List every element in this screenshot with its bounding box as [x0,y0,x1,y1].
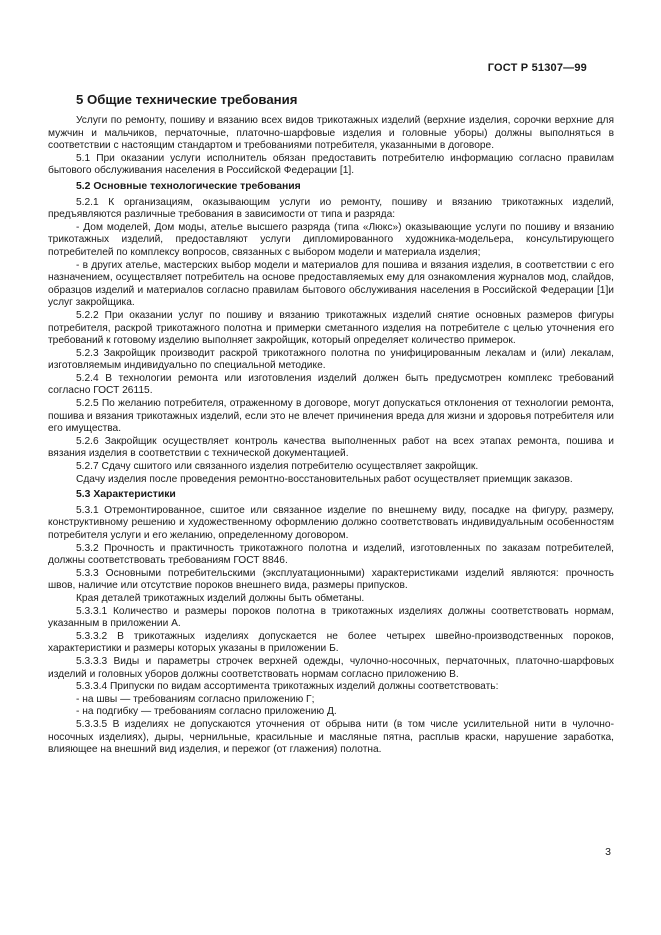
paragraph: Края деталей трикотажных изделий должны быть обметаны. [76,592,365,604]
paragraph: 5.2.5 По желанию потребителя, отраженному в договоре, могут допускаться отклонения от технологии ремонта, пошива и вязания трикотажных изделий, если это не влечет причинения вреда для жизни и здоровья потребителя или его имущества. [48,398,614,435]
subsection-title: 5.3 Характеристики [76,489,176,501]
list-item: - Дом моделей, Дом моды, ателье высшего разряда (типа «Люкс») оказывающие услуги по пошиву и вязанию трикотажных изделий, предоставляют услуги дипломированного художника-модельера, консультирующего потребителей по комплексу вопросов, связанных с выбором модели и материала изделия; [48,221,614,258]
list-item: - на подгибку — требованиям согласно приложению Д. [76,706,337,718]
paragraph: 5.2.1 К организациям, оказывающим услуги ио ремонту, пошиву и вязанию трикотажных изделий, предъявляются различные требования в зависимости от типа и разряда: [48,196,614,221]
paragraph: 5.2.2 При оказании услуг по пошиву и вязанию трикотажных изделий снятие основных размеров фигуры потребителя, раскрой трикотажного полотна и примерки сметанного изделия на потребителе с целью уточнения его требований к готовому изделию выполняет закройщик, который определяет количество примерок. [48,309,614,347]
paragraph: 5.3.3.5 В изделиях не допускаются уточнения от обрыва нити (в том числе усилительной нити в чулочно-носочных изделиях), дыры, чернильные, красильные и масляные пятна, расплыв краски, нарушение заработка, влияющее на внешний вид изделия, и пережог (от глажения) полотна. [48,718,614,756]
section-title: 5 Общие технические требования [76,92,298,107]
paragraph: Сдачу изделия после проведения ремонтно-восстановительных работ осуществляет приемщик заказов. [76,473,573,485]
document-body [48,92,614,757]
paragraph: Услуги по ремонту, пошиву и вязанию всех видов трикотажных изделий (верхние изделия, сорочки верхние для мужчин и мальчиков, перчаточные, платочно-шарфовые изделия и головные уборы) должны выполняться в соответствии с настоящим стандартом и требованиями потребителя, указанными в договоре. [48,115,614,152]
document-code: ГОСТ Р 51307—99 [487,62,587,74]
paragraph: 5.3.1 Отремонтированное, сшитое или связанное изделие по внешнему виду, посадке на фигуру, размеру, конструктивному решению и художественному оформлению должно соответствовать индивидуальным особенностям потребителя услуги и его желанию, определенному договором. [48,504,614,541]
paragraph: 5.3.3.4 Припуски по видам ассортимента трикотажных изделий должны соответствовать: [76,681,499,693]
paragraph: 5.1 При оказании услуги исполнитель обязан предоставить потребителю информацию согласно правилам бытового обслуживания населения в Российской Федерации [1]. [48,152,614,177]
paragraph: 5.3.3.1 Количество и размеры пороков полотна в трикотажных изделиях должны соответствовать нормам, указанным в приложении А. [48,605,614,630]
paragraph: 5.2.6 Закройщик осуществляет контроль качества выполненных работ на всех этапах ремонта, пошива и вязания изделия в соответствии с технической документацией. [48,435,614,460]
page-number: 3 [605,846,611,858]
paragraph: 5.2.3 Закройщик производит раскрой трикотажного полотна по унифицированным лекалам и (или) лекалам, изготовляемым индивидуально по специальной методике. [48,347,614,372]
subsection-title: 5.2 Основные технологические требования [76,180,301,192]
paragraph: 5.2.7 Сдачу сшитого или связанного изделия потребителю осуществляет закройщик. [76,461,479,473]
list-item: - в других ателье, мастерских выбор модели и материалов для пошива и вязания изделия, в соответствии с его назначением, осуществляет потребитель на основе предоставляемых ему для ознакомления журналов мод, слайдов, образцов изделий и материалов согласно правилам бытового обслуживания населения в Российской Федерации [1]и услуг закройщика. [48,259,614,309]
paragraph: 5.2.4 В технологии ремонта или изготовления изделий должен быть предусмотрен комплекс требований согласно ГОСТ 26115. [48,372,614,397]
paragraph: 5.3.3.3 Виды и параметры строчек верхней одежды, чулочно-носочных, перчаточных, платочно-шарфовых изделий и головных уборов должны соответствовать нормам согласно приложению В. [48,655,614,680]
paragraph: 5.3.2 Прочность и практичность трикотажного полотна и изделий, изготовленных по заказам потребителей, должны соответствовать требованиям ГОСТ 8846. [48,542,614,567]
paragraph: 5.3.3.2 В трикотажных изделиях допускается не более четырех швейно-производственных пороков, характеристики и размеры которых указаны в приложении Б. [48,630,614,655]
paragraph: 5.3.3 Основными потребительскими (эксплуатационными) характеристиками изделий являются: прочность швов, наличие или отсутствие пороков внешнего вида, размеры припусков. [48,567,614,592]
list-item: - на швы — требованиям согласно приложению Г; [76,693,315,705]
